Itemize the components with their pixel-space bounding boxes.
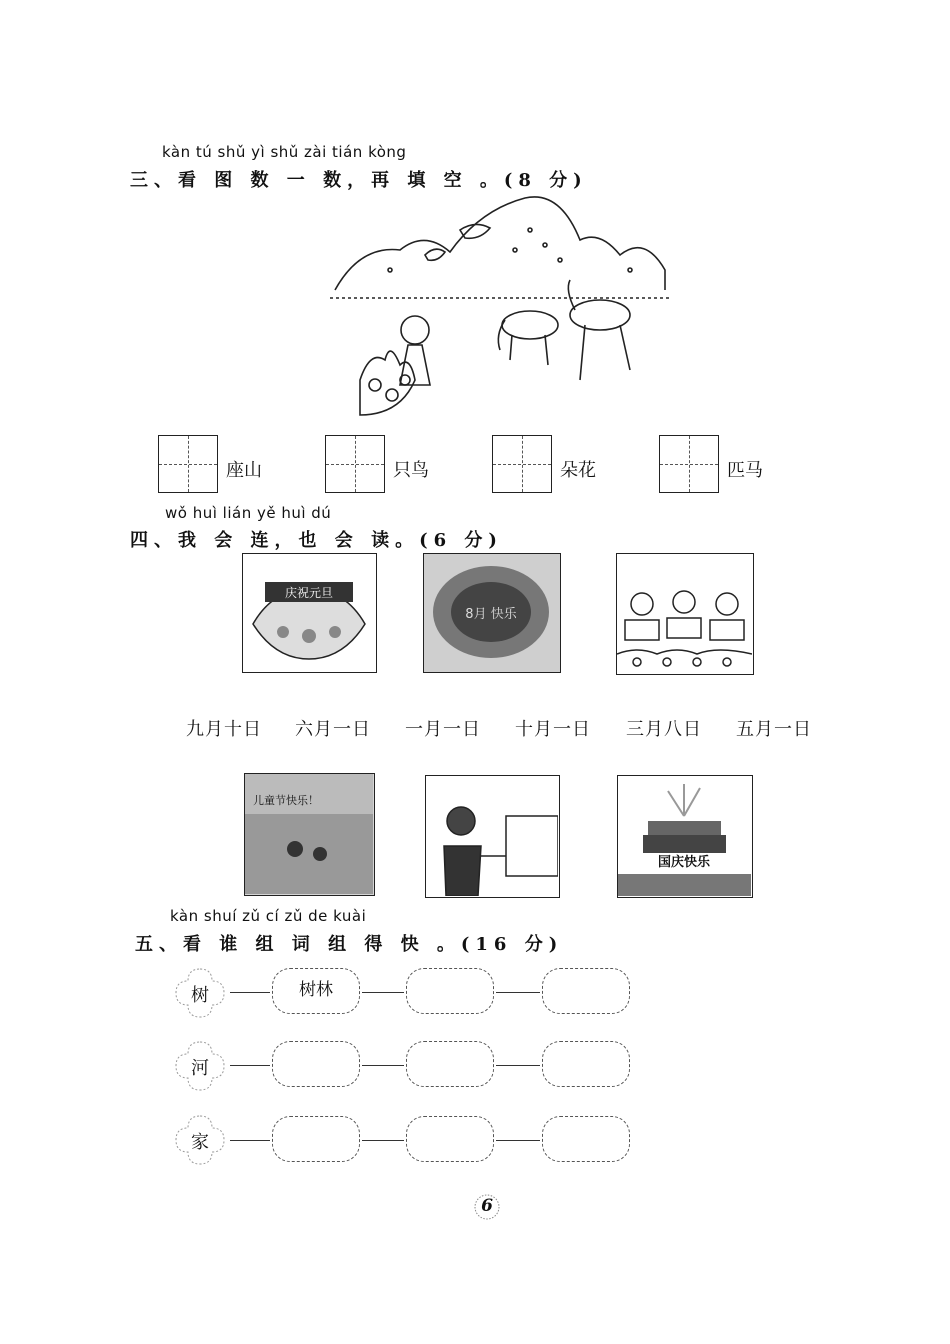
- date-option[interactable]: 九月十日: [186, 719, 262, 740]
- picture-three-people[interactable]: [616, 553, 754, 675]
- word-box[interactable]: [542, 1116, 630, 1162]
- date-option[interactable]: 五月一日: [736, 719, 812, 740]
- teacher-icon: [426, 776, 558, 896]
- answer-box-birds[interactable]: [325, 435, 385, 493]
- picture-new-year[interactable]: [242, 553, 377, 673]
- word-box[interactable]: [542, 1041, 630, 1087]
- word-box[interactable]: [272, 1041, 360, 1087]
- picture-national-day[interactable]: [617, 775, 753, 898]
- connector-line: [496, 992, 540, 993]
- tiananmen-icon: [618, 776, 751, 896]
- flower-char-river: [172, 1038, 228, 1094]
- section3-title: 三、看 图 数 一 数，再 填 空 。(8 分): [130, 170, 588, 191]
- word-box[interactable]: [272, 968, 360, 1014]
- char-tree: 树: [191, 985, 209, 1006]
- connector-line: [496, 1140, 540, 1141]
- section5-pinyin: kàn shuí zǔ cí zǔ de kuài: [170, 907, 367, 925]
- flower-char-tree: [172, 965, 228, 1021]
- word-box-text: 树林: [299, 980, 333, 1000]
- picture-childrens-day[interactable]: [244, 773, 375, 896]
- section3-pinyin: kàn tú shǔ yì shǔ zài tián kòng: [162, 143, 407, 161]
- new-year-banner-icon: [243, 554, 375, 671]
- flower-char-home: [172, 1112, 228, 1168]
- page-number: 6: [481, 1196, 493, 1216]
- children-playing-icon: [245, 774, 373, 894]
- connector-line: [362, 1140, 404, 1141]
- date-option[interactable]: 十月一日: [515, 719, 591, 740]
- section4-pinyin: wǒ huì lián yě huì dú: [165, 504, 332, 522]
- unit-horses: 匹马: [727, 460, 763, 481]
- wreath-icon: [424, 554, 559, 671]
- section5-title: 五、看 谁 组 词 组 得 快 。(16 分): [135, 934, 564, 955]
- three-people-icon: [617, 554, 752, 673]
- childrens-day-caption: 儿童节快乐！: [253, 794, 319, 807]
- answer-box-mountains[interactable]: [158, 435, 218, 493]
- connector-line: [230, 992, 270, 993]
- char-river: 河: [191, 1058, 209, 1079]
- word-box[interactable]: [406, 968, 494, 1014]
- answer-box-horses[interactable]: [659, 435, 719, 493]
- connector-line: [362, 1065, 404, 1066]
- unit-mountains: 座山: [226, 460, 262, 481]
- word-box[interactable]: [406, 1041, 494, 1087]
- picture-wreath[interactable]: [423, 553, 561, 673]
- unit-birds: 只鸟: [393, 460, 429, 481]
- date-option[interactable]: 三月八日: [626, 719, 702, 740]
- scene-illustration: [330, 190, 670, 422]
- picture-teacher[interactable]: [425, 775, 560, 898]
- national-day-caption: 国庆快乐: [657, 855, 711, 870]
- connector-line: [362, 992, 404, 993]
- word-box[interactable]: [272, 1116, 360, 1162]
- section4-title: 四、我 会 连，也 会 读。(6 分): [130, 530, 503, 551]
- connector-line: [496, 1065, 540, 1066]
- connector-line: [230, 1140, 270, 1141]
- page-number-badge: [472, 1192, 502, 1222]
- unit-flowers: 朵花: [560, 460, 596, 481]
- connector-line: [230, 1065, 270, 1066]
- answer-box-flowers[interactable]: [492, 435, 552, 493]
- wreath-caption: 8月 快乐: [465, 607, 517, 622]
- word-box[interactable]: [406, 1116, 494, 1162]
- new-year-caption: 庆祝元旦: [284, 586, 334, 600]
- date-option[interactable]: 一月一日: [405, 719, 481, 740]
- word-box[interactable]: [542, 968, 630, 1014]
- char-home: 家: [191, 1132, 209, 1153]
- date-option[interactable]: 六月一日: [295, 719, 371, 740]
